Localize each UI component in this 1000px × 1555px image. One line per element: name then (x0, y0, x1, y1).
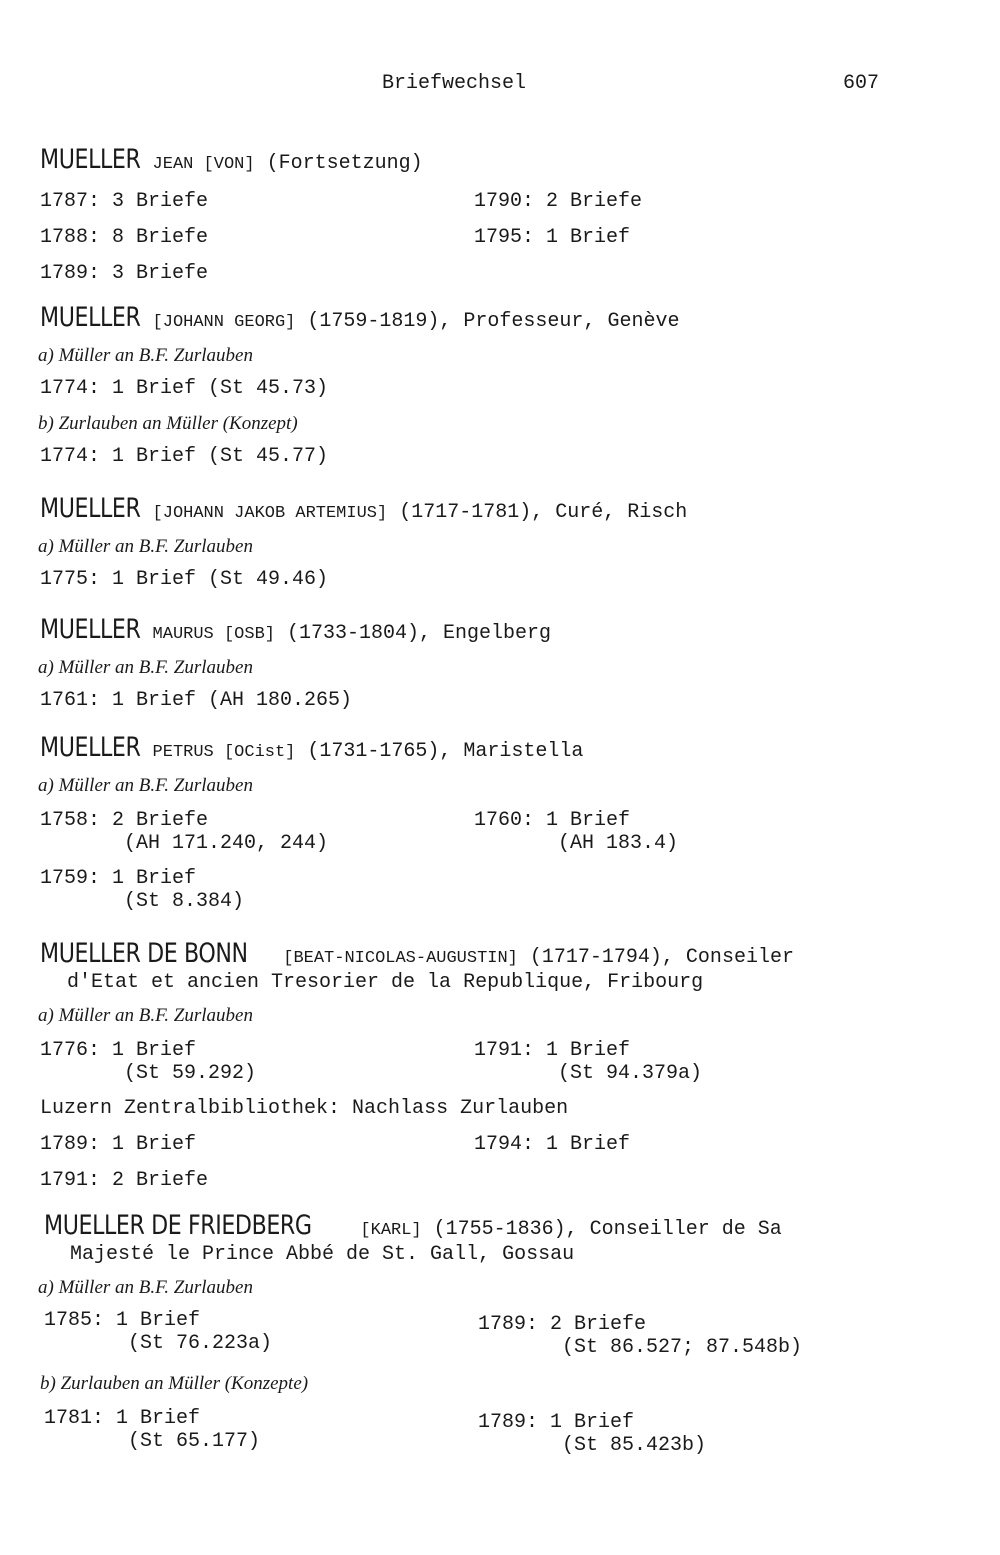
letter-row (0, 809, 1000, 867)
letter-reference: (St 65.177) (128, 1430, 261, 1453)
letter-entry (478, 1313, 802, 1359)
letter-row (0, 1133, 1000, 1169)
letter-count: 1785: 1 Brief (44, 1309, 201, 1332)
entry-mueller-petrus (0, 732, 1000, 925)
subsection-heading: a) Müller an B.F. Zurlauben (38, 775, 253, 796)
entry-given-name: MAURUS [OSB] (152, 625, 275, 644)
letter-reference: (St 85.423b) (562, 1434, 707, 1457)
entry-heading (40, 938, 940, 971)
entry-given-name: [JOHANN JAKOB ARTEMIUS] (152, 504, 388, 523)
entry-heading (40, 144, 940, 177)
letter-reference: (St 86.527; 87.548b) (562, 1336, 803, 1359)
letter-count: 1775: 1 Brief (St 49.46) (40, 568, 329, 591)
entry-given-name: [BEAT-NICOLAS-AUGUSTIN] (283, 949, 518, 968)
archive-heading: Luzern Zentralbibliothek: Nachlass Zurlauben (40, 1097, 569, 1120)
subsection-heading: a) Müller an B.F. Zurlauben (38, 1277, 253, 1298)
letter-count: 1760: 1 Brief (474, 809, 631, 832)
letter-count: 1774: 1 Brief (St 45.73) (40, 377, 329, 400)
entry-given-name: [KARL] (360, 1221, 422, 1240)
entry-mueller-maurus (0, 614, 1000, 725)
entry-heading-continuation: d'Etat et ancien Tresorier de la Republique, Fribourg (67, 971, 704, 994)
letter-count: 1790: 2 Briefe (474, 190, 643, 213)
letter-reference: (AH 171.240, 244) (124, 832, 329, 855)
entry-surname: MUELLER (40, 493, 141, 524)
entry-details: (1731-1765), Maristella (307, 740, 584, 763)
subsection-heading: b) Zurlauben an Müller (Konzepte) (40, 1373, 309, 1394)
entry-surname: MUELLER (40, 144, 141, 175)
letter-entry (478, 1411, 706, 1457)
entry-mueller-de-bonn (0, 938, 1000, 1205)
entry-details: (1717-1794), Conseiler (529, 946, 794, 969)
subsection-heading: a) Müller an B.F. Zurlauben (38, 536, 253, 557)
letter-entry (40, 1039, 256, 1085)
letter-entry (44, 1407, 260, 1453)
entry-mueller-johann-jakob (0, 493, 1000, 604)
entry-details: (1717-1781), Curé, Risch (399, 501, 688, 524)
entry-given-name: JEAN [VON] (152, 155, 255, 174)
entry-heading (40, 614, 940, 647)
letter-reference: (St 94.379a) (558, 1062, 703, 1085)
subsection-heading: a) Müller an B.F. Zurlauben (38, 657, 253, 678)
entry-surname: MUELLER (40, 302, 141, 333)
entry-heading (40, 302, 940, 335)
letter-count: 1774: 1 Brief (St 45.77) (40, 445, 329, 468)
letter-count: 1761: 1 Brief (AH 180.265) (40, 689, 353, 712)
letter-entry (474, 809, 678, 855)
entry-surname: MUELLER (40, 614, 141, 645)
subsection-heading: a) Müller an B.F. Zurlauben (38, 345, 253, 366)
letter-count: 1776: 1 Brief (40, 1039, 197, 1062)
entry-given-name: [JOHANN GEORG] (152, 313, 296, 332)
page-number: 607 (843, 72, 880, 95)
entry-details: (1755-1836), Conseiller de Sa (433, 1218, 782, 1241)
letter-count: 1791: 2 Briefe (40, 1169, 209, 1192)
running-header-title: Briefwechsel (382, 72, 527, 95)
letter-row (0, 262, 1000, 298)
letter-count: 1795: 1 Brief (474, 226, 631, 249)
letter-count: 1789: 1 Brief (40, 1133, 197, 1156)
letter-count: 1794: 1 Brief (474, 1133, 631, 1156)
letter-row (0, 1169, 1000, 1205)
letter-row (0, 1407, 1000, 1467)
entry-surname: MUELLER (40, 732, 141, 763)
letter-count: 1788: 8 Briefe (40, 226, 209, 249)
letter-reference: (St 8.384) (124, 890, 245, 913)
letter-count: 1789: 3 Briefe (40, 262, 209, 285)
entry-surname: MUELLER DE FRIEDBERG (44, 1210, 312, 1241)
letter-entry (474, 1039, 702, 1085)
entry-given-name: PETRUS [OCist] (152, 743, 296, 762)
letter-count: 1787: 3 Briefe (40, 190, 209, 213)
subsection-heading: b) Zurlauben an Müller (Konzept) (38, 413, 298, 434)
entry-details: (Fortsetzung) (266, 152, 423, 175)
subsection-heading: a) Müller an B.F. Zurlauben (38, 1005, 253, 1026)
entry-details: (1733-1804), Engelberg (286, 622, 552, 645)
letter-count: 1789: 2 Briefe (478, 1313, 647, 1336)
letter-row (0, 190, 1000, 226)
letter-entry (40, 809, 328, 855)
letter-count: 1791: 1 Brief (474, 1039, 631, 1062)
letter-entry (40, 867, 244, 913)
entry-heading (40, 493, 940, 526)
letter-row (0, 1309, 1000, 1369)
entry-surname: MUELLER DE BONN (40, 938, 248, 969)
entry-heading-continuation: Majesté le Prince Abbé de St. Gall, Gossau (70, 1243, 575, 1266)
entry-details: (1759-1819), Professeur, Genève (307, 310, 680, 333)
letter-row (0, 226, 1000, 262)
entry-heading (44, 1210, 944, 1243)
letter-row (0, 867, 1000, 925)
letter-entry (44, 1309, 272, 1355)
letter-reference: (St 59.292) (124, 1062, 257, 1085)
letter-reference: (AH 183.4) (558, 832, 679, 855)
entry-mueller-jean (0, 144, 1000, 298)
letter-count: 1781: 1 Brief (44, 1407, 201, 1430)
letter-count: 1789: 1 Brief (478, 1411, 635, 1434)
entry-mueller-johann-georg (0, 302, 1000, 481)
entry-heading (40, 732, 940, 765)
entry-mueller-de-friedberg (0, 1210, 1000, 1467)
letter-count: 1758: 2 Briefe (40, 809, 209, 832)
letter-count: 1759: 1 Brief (40, 867, 197, 890)
letter-row (0, 1039, 1000, 1097)
letter-reference: (St 76.223a) (128, 1332, 273, 1355)
